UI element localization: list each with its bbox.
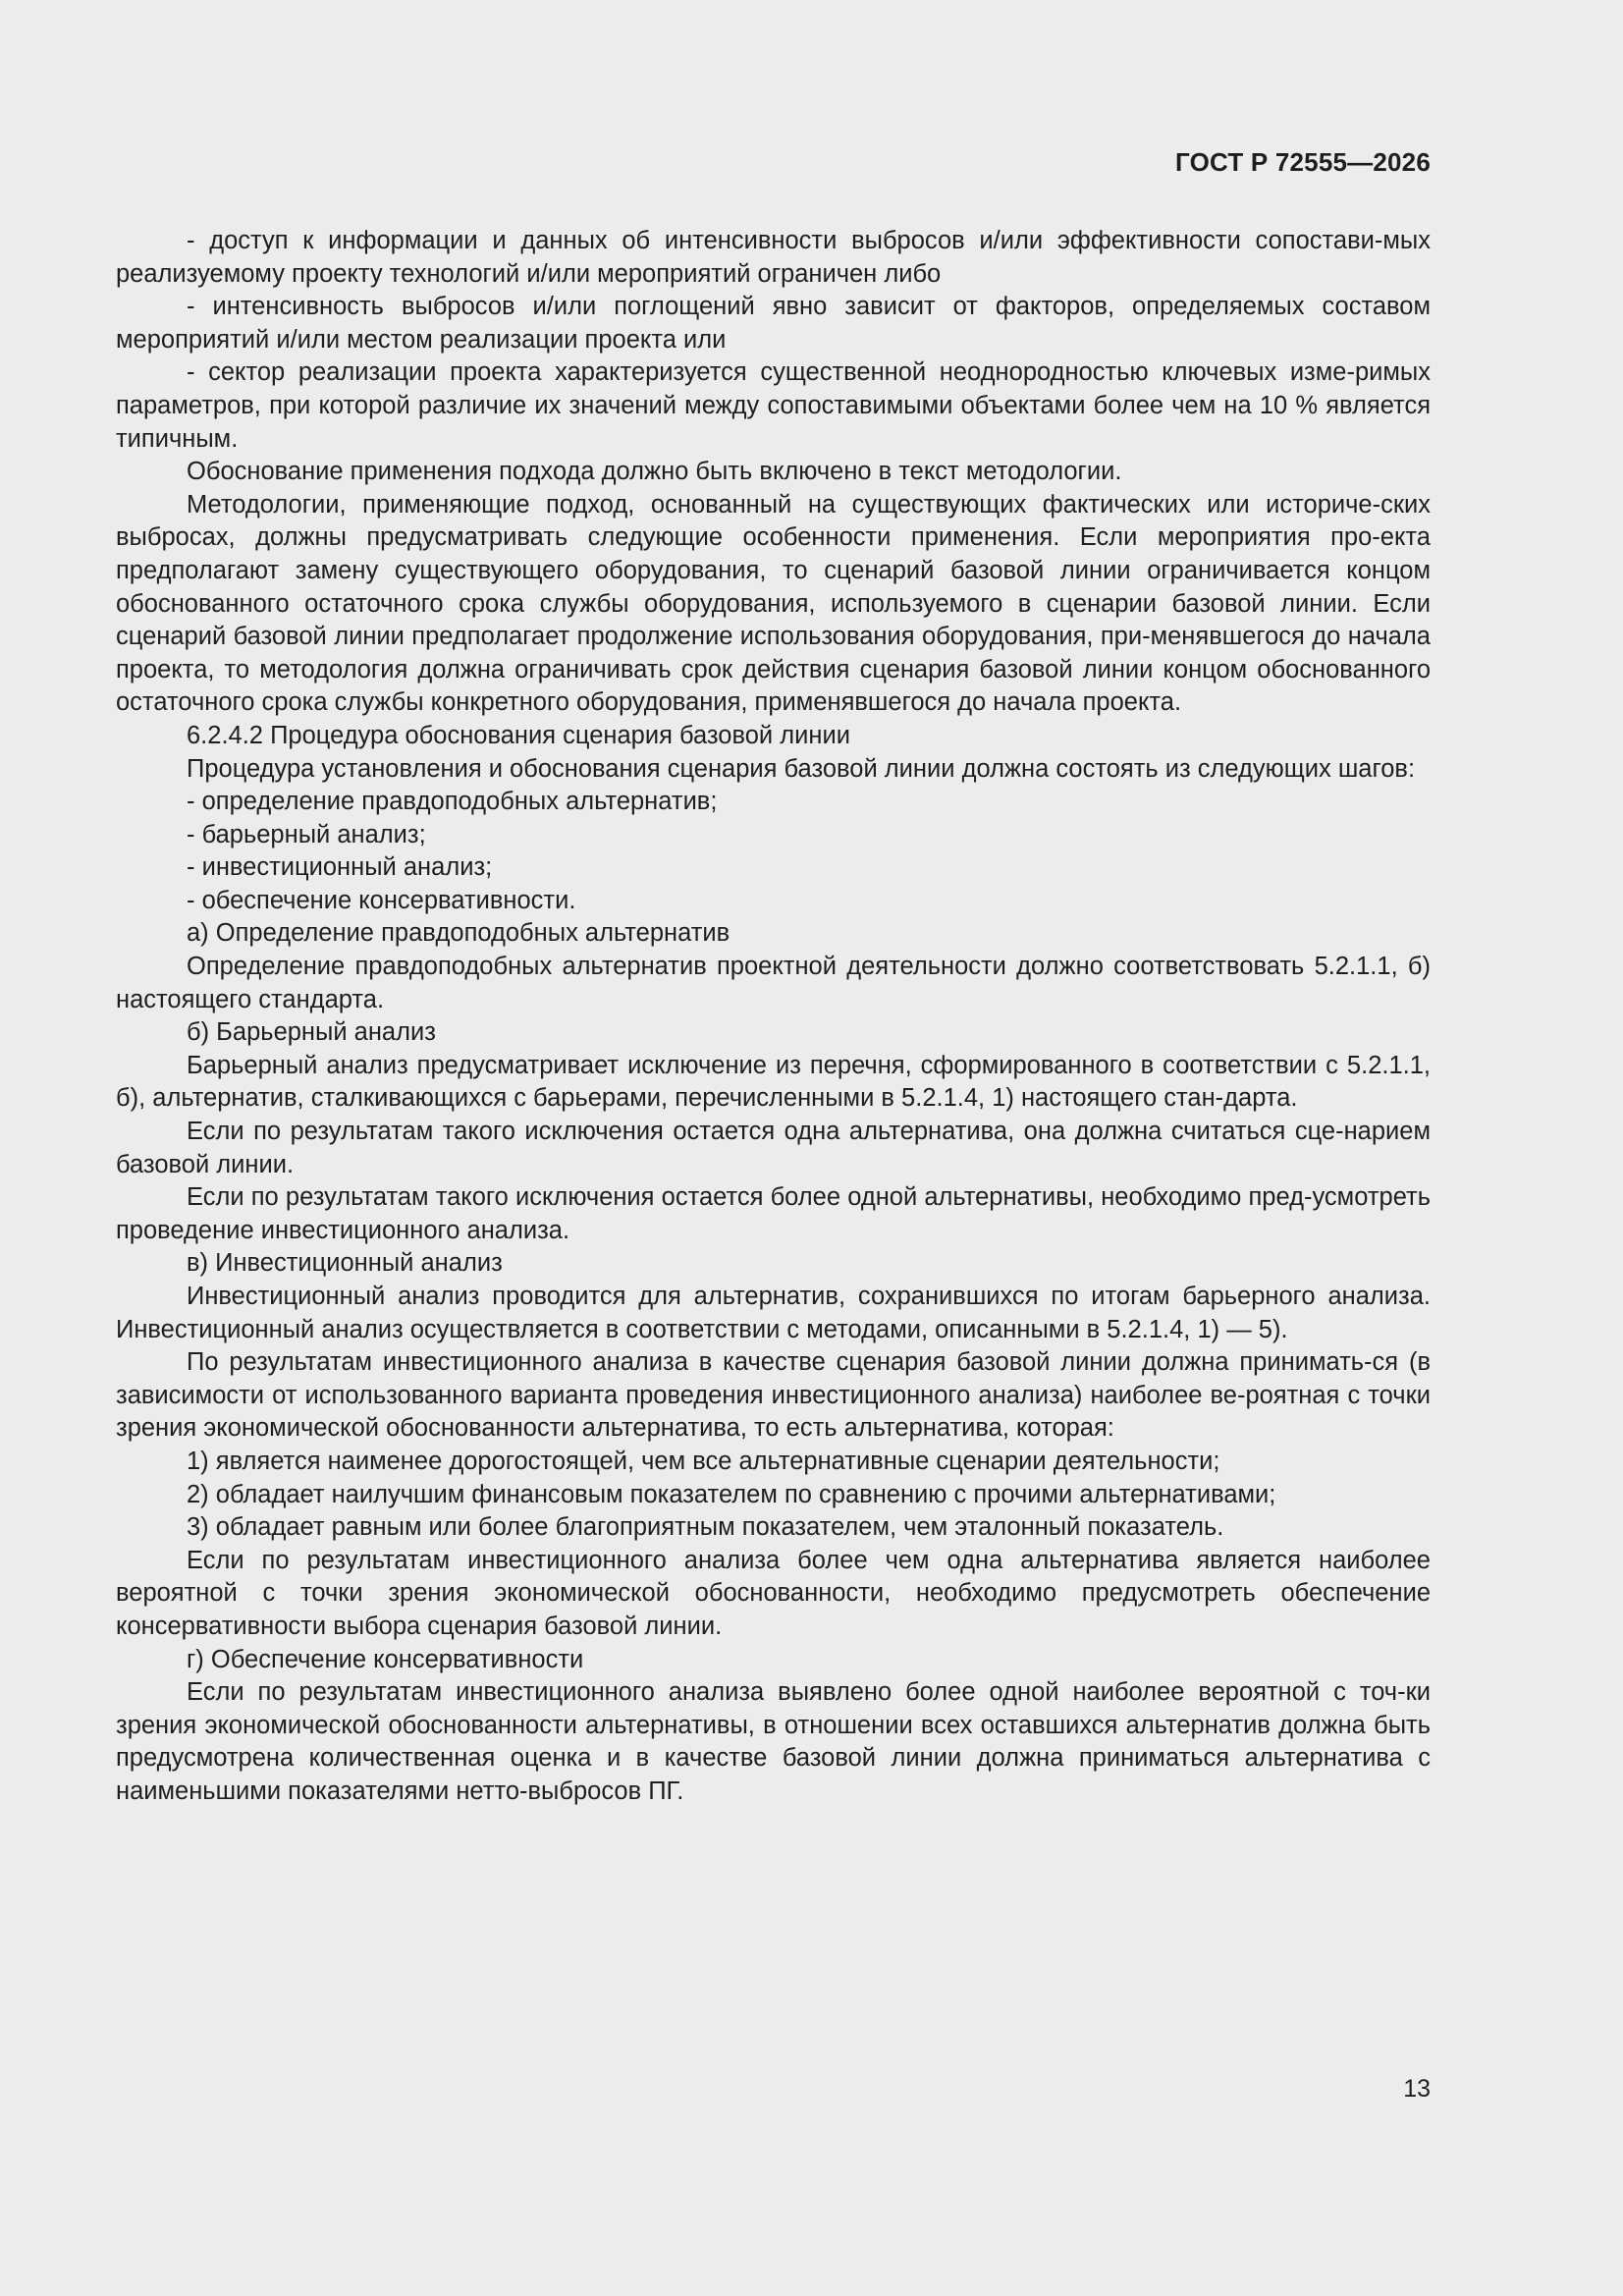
list-item-intensity: - интенсивность выбросов и/или поглощений явно зависит от факторов, определяемых составом мероприятий и/или местом реализации проекта или bbox=[116, 293, 1431, 354]
paragraph-a-body: Определение правдоподобных альтернатив проектной деятельности должно соответствовать 5.2.1.1, б) настоящего стандарта. bbox=[116, 953, 1431, 1013]
subheading-g: г) Обеспечение консервативности bbox=[187, 1645, 584, 1673]
page-number: 13 bbox=[1403, 2075, 1431, 2103]
subheading-b: б) Барьерный анализ bbox=[187, 1018, 436, 1047]
section-heading-6-2-4-2: 6.2.4.2 Процедура обоснования сценария базовой линии bbox=[187, 721, 850, 749]
paragraph-b-one-alternative: Если по результатам такого исключения остается одна альтернатива, она должна считаться сце-нарием базовой линии. bbox=[116, 1118, 1431, 1178]
list-item-criterion-2: 2) обладает наилучшим финансовым показателем по сравнению с прочими альтернативами; bbox=[187, 1480, 1276, 1508]
list-item-sector: - сектор реализации проекта характеризуется существенной неоднородностью ключевых изме-римых параметров, при которой различие их значений между сопоставимыми объектами более чем на 10 % является типичным. bbox=[116, 358, 1431, 453]
document-body bbox=[116, 225, 1431, 1809]
document-header-code: ГОСТ Р 72555—2026 bbox=[1175, 147, 1431, 177]
paragraph-b-more-alternatives: Если по результатам такого исключения остается более одной альтернативы, необходимо пред-усмотреть проведение инвестиционного анализа. bbox=[116, 1183, 1431, 1244]
list-item-step-barrier: - барьерный анализ; bbox=[187, 820, 426, 848]
list-item-criterion-3: 3) обладает равным или более благоприятным показателем, чем эталонный показатель. bbox=[187, 1513, 1224, 1542]
list-item-step-alternatives: - определение правдоподобных альтернатив; bbox=[187, 788, 718, 816]
list-item-criterion-1: 1) является наименее дорогостоящей, чем все альтернативные сценарии деятельности; bbox=[187, 1447, 1220, 1475]
subheading-v: в) Инвестиционный анализ bbox=[187, 1249, 503, 1278]
list-item-step-investment: - инвестиционный анализ; bbox=[187, 853, 493, 882]
list-item-access: - доступ к информации и данных об интенсивности выбросов и/или эффективности сопостави-мых реализуемому проекту технологий и/или мероприятий ограничен либо bbox=[116, 227, 1431, 288]
paragraph-v-conclusion: Если по результатам инвестиционного анализа более чем одна альтернатива является наиболее вероятной с точки зрения экономической обоснованности, необходимо предусмотреть обеспечение консервативности выбора сценария базовой линии. bbox=[116, 1546, 1431, 1640]
subheading-a: а) Определение правдоподобных альтернатив bbox=[187, 919, 730, 948]
paragraph-justification: Обоснование применения подхода должно быть включено в текст методологии. bbox=[187, 458, 1122, 486]
paragraph-g-body: Если по результатам инвестиционного анализа выявлено более одной наиболее вероятной с точ-ки зрения экономической обоснованности альтернативы, в отношении всех оставшихся альтернатив должна быть предусмотрена количественная оценка и в качестве базовой линии должна приниматься альтернатива с наименьшими показателями нетто-выбросов ПГ. bbox=[116, 1678, 1431, 1805]
paragraph-v-results: По результатам инвестиционного анализа в качестве сценария базовой линии должна принимать-ся (в зависимости от использованного варианта проведения инвестиционного анализа) наиболее ве-роятная с точки зрения экономической обоснованности альтернатива, то есть альтернатива, которая: bbox=[116, 1348, 1431, 1443]
paragraph-v-body: Инвестиционный анализ проводится для альтернатив, сохранившихся по итогам барьерного анализа. Инвестиционный анализ осуществляется в соответствии с методами, описанными в 5.2.1.4, 1) — 5). bbox=[116, 1283, 1431, 1343]
paragraph-methodologies: Методологии, применяющие подход, основанный на существующих фактических или историче-ских выбросах, должны предусматривать следующие особенности применения. Если мероприятия про-екта предполагают замену существующего оборудования, то сценарий базовой линии ограничивается концом обоснованного остаточного срока службы оборудования, используемого в сценарии базовой линии. Если сценарий базовой линии предполагает продолжение использования оборудования, при-менявшегося до начала проекта, то методология должна ограничивать срок действия сценария базовой линии концом обоснованного остаточного срока службы конкретного оборудования, применявшегося до начала проекта. bbox=[116, 490, 1431, 717]
paragraph-b-body: Барьерный анализ предусматривает исключение из перечня, сформированного в соответствии с 5.2.1.1, б), альтернатив, сталкивающихся с барьерами, перечисленными в 5.2.1.4, 1) настоящего стан-дарта. bbox=[116, 1051, 1431, 1113]
paragraph-procedure: Процедура установления и обоснования сценария базовой линии должна состоять из следующих шагов: bbox=[187, 754, 1416, 783]
list-item-step-conservativeness: - обеспечение консервативности. bbox=[187, 886, 576, 914]
